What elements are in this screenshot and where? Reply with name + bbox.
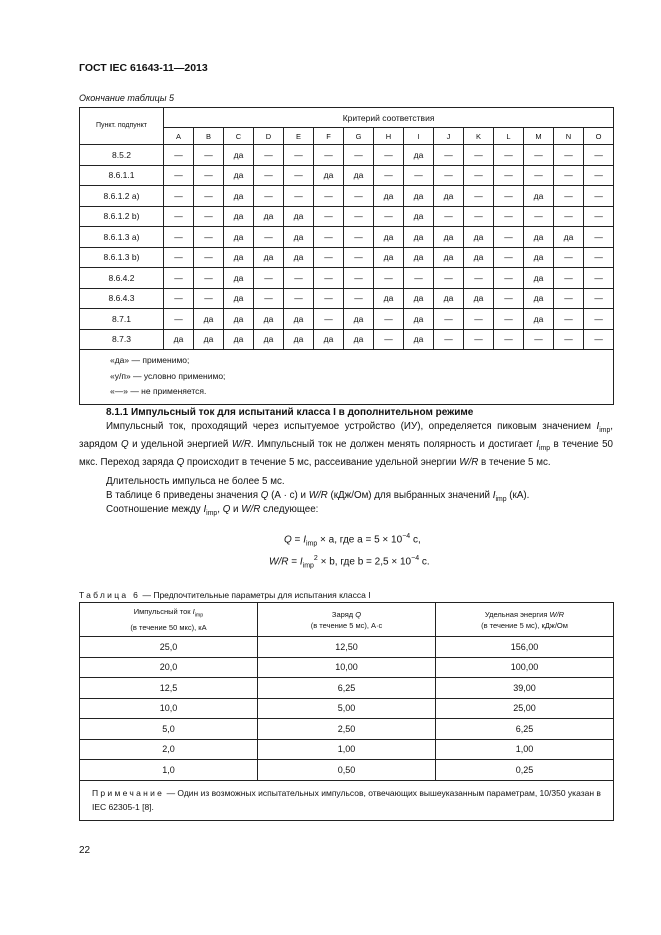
table5-cell: — [524,165,554,186]
table5-row-label: 8.6.1.2 b) [80,206,164,227]
table6-note [80,780,614,820]
table5-column-header: B [194,128,224,145]
table5-cell: да [194,309,224,330]
table5-cell: — [374,206,404,227]
table5-cell: — [494,186,524,207]
table5-cell: — [284,288,314,309]
table5-cell: да [224,145,254,166]
table5-cell: — [584,268,614,289]
table5-criteria-header: Критерий соответствия [164,108,614,128]
table5-cell: — [494,145,524,166]
table6-caption: Таблица 6 — Предпочтительные параметры для испытания класса I [79,590,371,600]
table6-cell: 2,50 [258,719,436,740]
table6 [79,602,614,821]
table5-cell: — [164,186,194,207]
table5-cell: да [434,186,464,207]
table6-row [80,657,614,678]
table5-cell: — [584,247,614,268]
table5-cell: — [284,268,314,289]
table5-cell: — [314,247,344,268]
table5-cell: — [464,145,494,166]
table5-cell: — [314,206,344,227]
table5-cell: — [434,165,464,186]
table5-notes [80,350,614,405]
table5-cell: — [344,268,374,289]
table5-row-label: 8.6.1.2 a) [80,186,164,207]
table5-cell: — [584,165,614,186]
table5-row-label: 8.5.2 [80,145,164,166]
table5-cell: — [554,268,584,289]
table5-cell: — [344,145,374,166]
table5-column-header: K [464,128,494,145]
table5-row [80,145,614,166]
table6-note-text: — Один из возможных испытательных импульсов, отвечающих вышеуказанным параметрам, 10/350 указан в IEC 62305-1 [8]. [92,787,601,812]
formula-energy: $W/R = I_{imp}^2 \times b$, где $b = 2,5 \times 10^{-4}$ с. [269,555,430,570]
table5-cell: — [494,247,524,268]
table5-cell: — [584,329,614,350]
table5-cell: да [284,206,314,227]
table5-cell: да [254,329,284,350]
table5-cell: — [254,268,284,289]
table5-cell: да [524,309,554,330]
table5-cell: — [254,288,284,309]
table5-cell: да [224,288,254,309]
table5-cell: — [164,227,194,248]
table5-cell: да [554,227,584,248]
table5-row-label: 8.6.1.3 b) [80,247,164,268]
table5-row [80,268,614,289]
table5-row-label: 8.6.4.3 [80,288,164,309]
paragraph-table-ref: В таблице 6 приведены значения Q (А · с) и W/R (кДж/Ом) для выбранных значений $I_{imp}$ (кА). [106,490,530,503]
formula-charge: $Q = I_{imp} \times a$, где $a = 5 \times 10^{-4}$ с, [284,533,421,548]
table5-cell: — [164,165,194,186]
table5-cell: да [224,329,254,350]
table5-cell: — [194,268,224,289]
table5-cell: — [494,288,524,309]
table5-cell: — [434,268,464,289]
table5-cell: — [374,165,404,186]
table5-cell: — [164,268,194,289]
table6-cell: 12,5 [80,678,258,699]
table5-cell: — [314,288,344,309]
table5-cell: — [434,206,464,227]
table5-row-label: 8.6.1.1 [80,165,164,186]
table5-cell: да [434,247,464,268]
paragraph-relation: Соотношение между $I_{imp}$, Q и W/R следующее: [106,504,319,517]
table5-cell: — [254,186,284,207]
table6-row [80,698,614,719]
table5-cell: — [194,186,224,207]
section-heading: 8.1.1 Импульсный ток для испытаний класса I в дополнительном режиме [106,407,474,418]
table5-cell: да [254,206,284,227]
table6-cell: 1,0 [80,760,258,781]
table5-cell: — [584,309,614,330]
table5-cell: — [194,165,224,186]
table6-header-current: Импульсный ток $I_{imp}$ (в течение 50 мкс), кА [80,603,258,637]
table5-cell: — [344,206,374,227]
table5-cell: — [464,186,494,207]
table5-row [80,288,614,309]
table5-cell: да [404,247,434,268]
table6-header-charge: Заряд Q (в течение 5 мс), А·с [258,603,436,637]
table5-cell: — [524,206,554,227]
table5-cell: — [554,186,584,207]
table6-row [80,719,614,740]
table5-cell: да [404,309,434,330]
table6-cell: 2,0 [80,739,258,760]
table5-cell: — [314,309,344,330]
table5-cell: — [554,206,584,227]
table5-column-header: J [434,128,464,145]
table5-cell: — [164,145,194,166]
table5-row [80,206,614,227]
table5-cell: да [404,329,434,350]
table5-cell: — [374,145,404,166]
table5-cell: да [404,227,434,248]
table5-cell: да [284,329,314,350]
table6-cell: 100,00 [436,657,614,678]
table5-cell: — [524,329,554,350]
paragraph-duration: Длительность импульса не более 5 мс. [106,476,285,487]
table5-cell: — [494,227,524,248]
table5-column-header: M [524,128,554,145]
table5-cell: — [464,165,494,186]
table5-row-label: 8.6.1.3 a) [80,227,164,248]
table5-cell: — [464,329,494,350]
table5-column-header: A [164,128,194,145]
table5-cell: да [254,247,284,268]
table5-cell: да [374,186,404,207]
table5-cell: — [404,165,434,186]
table5-cell: — [434,309,464,330]
table5-row [80,227,614,248]
table5-cell: — [194,145,224,166]
table5-note-line: «у/п» — условно применимо; [110,370,226,381]
table5-cell: — [374,268,404,289]
table5-cell: — [584,206,614,227]
table5-cell: — [524,145,554,166]
document-header: ГОСТ IEC 61643-11—2013 [79,62,208,74]
table6-cell: 156,00 [436,637,614,658]
table5-cell: да [164,329,194,350]
table5-cell: — [314,227,344,248]
table5-cell: — [494,165,524,186]
table6-cell: 5,00 [258,698,436,719]
table6-cell: 6,25 [436,719,614,740]
table5-cell: да [284,309,314,330]
table5-cell: — [494,268,524,289]
table5-cell: — [494,309,524,330]
table5-cell: да [314,329,344,350]
table5-column-header: H [374,128,404,145]
table5-cell: — [254,227,284,248]
table5-column-header: N [554,128,584,145]
table5-cell: да [524,186,554,207]
table5-row [80,309,614,330]
table5-cell: — [254,145,284,166]
table5-cell: — [554,145,584,166]
table5-column-header: O [584,128,614,145]
table5-cell: — [164,206,194,227]
table5-cell: да [224,309,254,330]
table6-row [80,678,614,699]
table5-column-header: L [494,128,524,145]
table5-cell: — [344,186,374,207]
table5-cell: да [464,227,494,248]
table5-cell: да [224,268,254,289]
table5-cell: — [584,186,614,207]
table5-cell: — [554,165,584,186]
table6-cell: 12,50 [258,637,436,658]
table5-cell: да [224,165,254,186]
table5 [79,107,614,405]
table5-cell: — [314,268,344,289]
table5-cell: да [404,145,434,166]
table5-column-header: C [224,128,254,145]
table5-cell: — [584,145,614,166]
table5-cell: — [374,329,404,350]
table5-cell: да [254,309,284,330]
table5-cell: — [194,247,224,268]
table5-punkt-header: Пункт. подпункт [80,108,164,145]
table5-cell: — [194,206,224,227]
page-number: 22 [79,845,91,856]
table5-cell: — [434,329,464,350]
table5-cell: — [344,288,374,309]
table5-cell: да [224,186,254,207]
table5-cell: да [434,288,464,309]
table5-cell: да [524,288,554,309]
table5-caption: Окончание таблицы 5 [79,93,174,103]
table6-cell: 0,25 [436,760,614,781]
table5-cell: да [224,227,254,248]
table5-cell: — [284,186,314,207]
table5-cell: да [524,247,554,268]
table5-cell: да [284,227,314,248]
table5-cell: — [494,206,524,227]
table5-cell: — [554,309,584,330]
table5-cell: да [404,288,434,309]
table5-cell: — [584,227,614,248]
table5-cell: да [374,247,404,268]
table5-cell: — [344,247,374,268]
table5-row-label: 8.7.1 [80,309,164,330]
table5-cell: — [194,227,224,248]
table5-cell: — [194,288,224,309]
table5-row-label: 8.7.3 [80,329,164,350]
table5-cell: — [344,227,374,248]
table5-cell: — [464,206,494,227]
table5-cell: да [374,288,404,309]
table5-cell: — [554,288,584,309]
table5-cell: — [434,145,464,166]
table5-cell: да [464,288,494,309]
table5-cell: — [164,288,194,309]
table5-cell: да [524,268,554,289]
table5-cell: — [554,329,584,350]
table6-cell: 5,0 [80,719,258,740]
table6-cell: 25,0 [80,637,258,658]
table6-row [80,637,614,658]
table5-cell: да [344,309,374,330]
table5-row [80,165,614,186]
table5-cell: — [254,165,284,186]
table5-column-header: I [404,128,434,145]
table5-cell: да [344,329,374,350]
table5-cell: — [284,165,314,186]
table6-row [80,739,614,760]
table6-cell: 39,00 [436,678,614,699]
table6-cell: 0,50 [258,760,436,781]
table5-row-label: 8.6.4.2 [80,268,164,289]
table5-column-header: D [254,128,284,145]
table5-cell: да [404,186,434,207]
table5-row [80,186,614,207]
table5-cell: — [164,309,194,330]
table5-column-header: F [314,128,344,145]
table5-cell: — [584,288,614,309]
table5-cell: да [434,227,464,248]
table5-note-line: «—» — не применяется. [110,386,207,396]
table5-cell: — [374,309,404,330]
table5-cell: — [164,247,194,268]
table5-cell: — [554,247,584,268]
table5-cell: да [224,247,254,268]
table5-cell: да [404,206,434,227]
table5-cell: да [224,206,254,227]
table5-cell: да [524,227,554,248]
table5-row [80,247,614,268]
table5-cell: да [194,329,224,350]
table6-header-energy: Удельная энергия W/R (в течение 5 мс), кДж/Ом [436,603,614,637]
table5-cell: да [344,165,374,186]
table5-cell: — [314,145,344,166]
table5-column-header: G [344,128,374,145]
table6-row [80,760,614,781]
paragraph-impulse-current: Импульсный ток, проходящий через испытуемое устройство (ИУ), определяется пиковым значением $I_{imp}$, зарядом Q и удельной энергией W/R. Импульсный ток не должен менять полярность и достигает $I_{imp}$ в течение 50 мкс. Переход заряда Q происходит в течение 5 мс, рассеивание удельной энергии W/R в течение 5 мс. [79,421,613,468]
table6-cell: 20,0 [80,657,258,678]
table5-cell: да [464,247,494,268]
table6-cell: 6,25 [258,678,436,699]
table5-column-header: E [284,128,314,145]
table6-cell: 10,00 [258,657,436,678]
table5-cell: — [494,329,524,350]
table5-row [80,329,614,350]
table5-cell: — [404,268,434,289]
table5-cell: да [314,165,344,186]
table5-cell: — [464,268,494,289]
table5-cell: — [314,186,344,207]
table5-cell: — [284,145,314,166]
table6-cell: 10,0 [80,698,258,719]
table5-cell: да [374,227,404,248]
table6-note-label: Примечание [92,787,165,798]
table6-cell: 25,00 [436,698,614,719]
table6-cell: 1,00 [436,739,614,760]
table6-cell: 1,00 [258,739,436,760]
table5-cell: да [284,247,314,268]
table5-note-line: «да» — применимо; [110,355,190,365]
table5-cell: — [464,309,494,330]
